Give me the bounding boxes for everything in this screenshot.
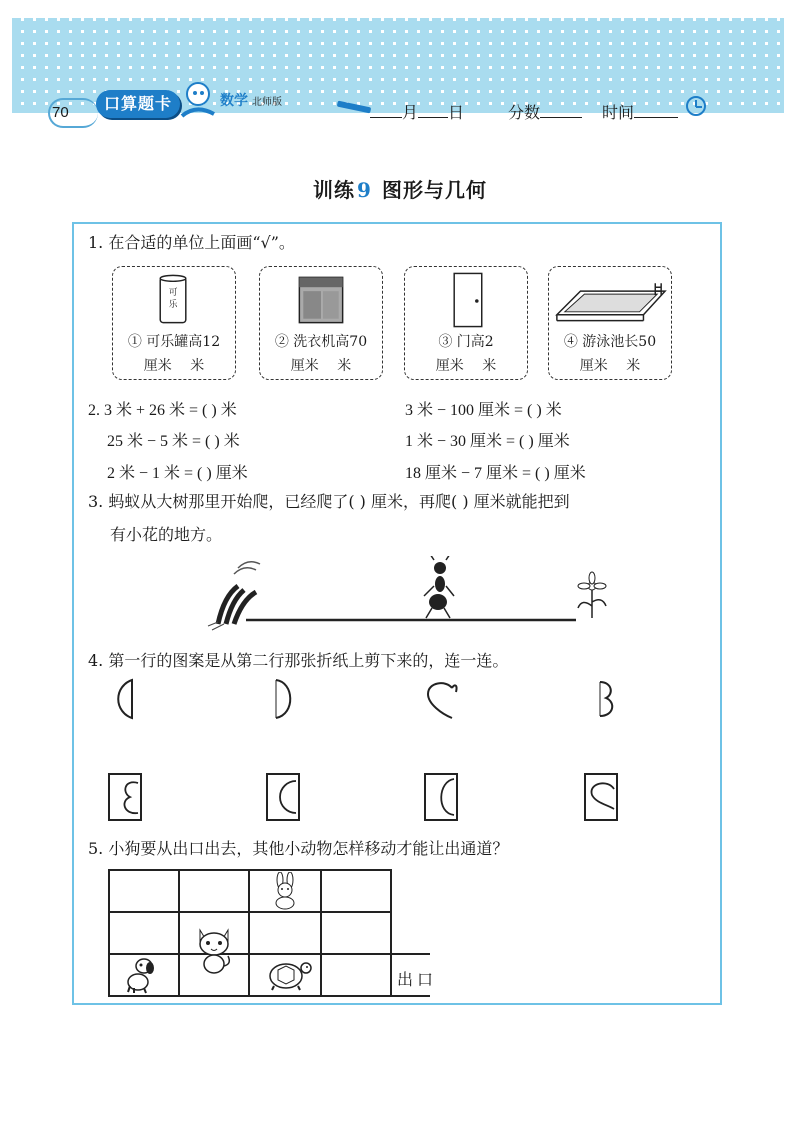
cat-icon[interactable] xyxy=(194,926,234,974)
card-washer xyxy=(259,266,383,380)
header-band xyxy=(12,18,784,148)
page-title xyxy=(0,174,800,203)
rabbit-icon[interactable] xyxy=(270,872,300,910)
paper-butterfly[interactable] xyxy=(108,773,142,821)
q2-eq-2b: 1 米 − 30 厘米 = ( ) 厘米 xyxy=(405,433,570,450)
q5-prompt: 5. 小狗要从出口出去，其他小动物怎样移动才能让出通道？ xyxy=(88,839,509,858)
grid-line xyxy=(320,869,322,997)
svg-text:可: 可 xyxy=(168,288,178,299)
q1-prompt: 1. 在合适的单位上面画“√”。 xyxy=(88,233,295,252)
ant-icon xyxy=(424,556,454,618)
card-door-units[interactable]: 厘米 米 xyxy=(435,358,497,374)
grid-line xyxy=(248,869,250,997)
dog-icon[interactable] xyxy=(124,956,158,994)
washing-machine-icon xyxy=(260,271,382,329)
score-field xyxy=(508,100,582,123)
grid-line xyxy=(108,953,430,955)
paper-half-oval[interactable] xyxy=(424,773,458,821)
score-label: 分数 xyxy=(508,103,541,122)
card-cola-units[interactable]: 厘米 米 xyxy=(143,358,205,374)
door-icon xyxy=(405,271,527,329)
svg-text:乐: 乐 xyxy=(168,299,178,310)
title-name: 图形与几何 xyxy=(381,178,487,202)
card-washer-caption: ② 洗衣机高70 xyxy=(274,334,368,350)
q4-prompt: 4. 第一行的图案是从第二行那张折纸上剪下来的，连一连。 xyxy=(88,651,509,670)
butterfly-icon xyxy=(110,775,140,819)
day-label: 日 xyxy=(448,103,465,122)
q3-line-1: 3. 蚂蚁从大树那里开始爬，已经爬了( ) 厘米，再爬( ) 厘米就能把到 xyxy=(88,492,570,511)
title-prefix: 训练 xyxy=(313,178,356,202)
grid-line xyxy=(390,869,392,997)
mascot-icon xyxy=(176,80,218,120)
piece-half-circle[interactable] xyxy=(110,678,140,720)
subject-name: 数学 xyxy=(220,93,248,109)
flower-icon xyxy=(578,572,606,618)
card-cola-caption: ① 可乐罐高12 xyxy=(127,334,221,350)
turtle-icon[interactable] xyxy=(264,958,314,992)
subject-label xyxy=(220,90,282,110)
grid-line xyxy=(108,869,110,997)
clock-icon xyxy=(686,96,706,116)
piece-half-oval[interactable] xyxy=(270,678,300,720)
piece-half-butterfly[interactable] xyxy=(592,678,618,720)
ant-path-illustration xyxy=(204,556,614,636)
card-door-caption: ③ 门高2 xyxy=(438,334,494,350)
card-pool-units[interactable]: 厘米 米 xyxy=(579,358,641,374)
q2-eq-1a: 2. 3 米 + 26 米 = ( ) 米 xyxy=(88,402,237,419)
piece-half-heart[interactable] xyxy=(424,680,458,720)
card-pool-caption: ④ 游泳池长50 xyxy=(563,334,657,350)
book-logo: 口算题卡 xyxy=(96,90,180,118)
cola-can-icon xyxy=(113,271,235,329)
q2-eq-1b: 3 米 − 100 厘米 = ( ) 米 xyxy=(405,402,562,419)
grid-line xyxy=(108,869,392,871)
time-label: 时间 xyxy=(602,103,635,122)
card-washer-units[interactable]: 厘米 米 xyxy=(290,358,352,374)
month-label: 月 xyxy=(402,103,419,122)
q2-eq-2a: 25 米 − 5 米 = ( ) 米 xyxy=(107,433,240,450)
half-oval-icon xyxy=(426,775,456,819)
grid-line xyxy=(108,995,430,997)
paper-half-circle[interactable] xyxy=(266,773,300,821)
grid-line xyxy=(108,911,392,913)
q3-line-2: 有小花的地方。 xyxy=(110,525,223,544)
card-door xyxy=(404,266,528,380)
exit-label: 出口 xyxy=(397,970,438,989)
swimming-pool-icon xyxy=(549,271,671,329)
q2-eq-3b: 18 厘米 − 7 厘米 = ( ) 厘米 xyxy=(405,465,586,482)
card-pool xyxy=(548,266,672,380)
half-circle-icon xyxy=(268,775,298,819)
time-field xyxy=(602,100,678,123)
date-field xyxy=(370,100,464,123)
page-number: 70 xyxy=(52,104,69,121)
paper-heart[interactable] xyxy=(584,773,618,821)
card-cola-can xyxy=(112,266,236,380)
q2-eq-3a: 2 米 − 1 米 = ( ) 厘米 xyxy=(107,465,248,482)
grid-line xyxy=(178,869,180,997)
heart-icon xyxy=(586,775,616,819)
edition-label: 北师版 xyxy=(252,97,282,108)
title-number: 9 xyxy=(357,178,372,202)
